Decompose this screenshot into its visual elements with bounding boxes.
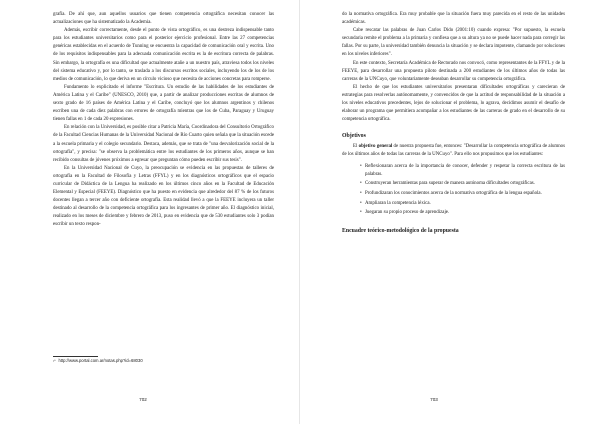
paragraph: En la Universidad Nacional de Cuyo, la preocupación se evidencia en las propuestas de talleres de ortografía en la Facultad de Filosofía y Letras (FFYL) y en los diagnósticos ortográficos que el espacio curricular de Didáctica de la Lengua ha realizado en los últimos cinco años en la Facultad de Educación Elemental y Especial (FEEYE). Diagnóstico que ha puesto en evidencia que alrededor del 87 % de los futuros docentes llegan a tercer año con deficiente ortografía. Esta realidad llevó a que la FEEYE incluyera un taller destinado al desarrollo de la competencia ortográfica para los ingresantes de primer año. El diagnóstico inicial, realizado en los meses de diciembre y febrero de 2013, puso en evidencia que de 530 estudiantes solo 3 podían escribir un texto respon-	[53, 165, 274, 228]
list-item	[342, 163, 565, 179]
page-number-left: 702	[139, 397, 147, 402]
list-item	[342, 200, 565, 208]
bullet-icon: •	[360, 200, 362, 206]
paragraph: grafía. De ahí que, aun aquellos usuarios que tienen competencia ortográfica necesitan conocer las actualizaciones que ha sistematizado la Academia.	[53, 12, 274, 26]
section-heading-encuadre: Encuadre teórico-metodológico de la propuesta	[342, 228, 459, 235]
bullet-icon: •	[360, 210, 362, 216]
bullet-icon: •	[360, 191, 362, 197]
list-item-text: Reflexionaran acerca de la importancia de conocer, defender y respetar la correcta escritura de las palabras.	[365, 163, 565, 177]
footnote-divider	[53, 356, 98, 357]
list-item-text: Construyeran herramientas para superar de manera autónoma dificultades ortográficas.	[365, 181, 535, 187]
list-item-text: Ampliaran la competencia léxica.	[365, 200, 431, 206]
paragraph: Cabe rescatar las palabras de Juan Carlos Dido (2001:10) cuando expresa: "Por supuesto, la escuela secundaria remite el problema a la primaria y confiesa que a su altura ya no se puede hacer nada para corregir las fallas. Por su parte, la universidad también denuncia la situación y se declara impotente, clamando por soluciones en los niveles inferiores".	[342, 28, 565, 58]
list-item-text: Juegaran su propio proceso de aprendizaje.	[365, 210, 450, 216]
bullet-icon: •	[360, 163, 362, 169]
right-page	[300, 0, 600, 424]
intro-text: de nuestra propuesta fue, entonces: "Desarrollar la competencia ortográfica de alumnos de los últimos años de todas las carreras de la UNCuyo". Para ello nos propusimos que los estudiantes:	[342, 143, 566, 157]
list-item	[342, 190, 565, 198]
section-heading-objetivos: Objetivos	[342, 133, 366, 140]
right-text-column	[342, 11, 565, 238]
list-item	[342, 180, 565, 188]
footnote-mark: ¹⁰	[53, 359, 56, 363]
objetivos-intro	[342, 143, 565, 159]
intro-text: El	[353, 143, 359, 149]
paragraph: do la normativa ortográfica. Era muy probable que la situación fuera muy parecida en el resto de las unidades académicas.	[342, 12, 565, 26]
footnote-link[interactable]: http://www.portal.com.ar/notas.php?id=68030	[58, 358, 143, 363]
objetivo-general-bold: objetivo general	[358, 143, 393, 149]
paragraph: En relación con la Universidad, es posible citar a Patricia María, Coordinadora del Consultorio Ortográfico de la Facultad Ciencias Humanas de la Universidad Nacional de Río Cuarto quien señala que la situación escede a la escuela primaria y el colegio secundario. Destaca, además, que se trata de "una desvalorización social de la ortografía", y precisa: "se observa la problemática entre los estudiantes de los primeros años, aunque se han recibido consultas de jóvenes próximos a egresar que preguntan cómo pueden escribir sus tesis".	[53, 125, 274, 163]
footnote	[53, 358, 274, 364]
paragraph: Además, escribir correctamente, desde el punto de vista ortográfico, es una destreza indispensable tanto para los estudiantes universitarios como para el posterior ejercicio profesional. Entre las 27 competencias genéricas establecidas en el acuerdo de Tunning se encuentra la capacidad de comunicación oral y escrita. Uno de los requisitos indispensables para la adecuada comunicación escrita es la de escritura correcta de palabras. Sin embargo, la ortografía es una dificultad que actualmente atañe a un nuestro país, atraviesa todos los niveles del sistema educativo y, por lo tanto, se traslada a los discursos escritos sociales, incluyendo los de los de los medios de comunicación, lo que deriva en un círculo vicioso que necesita de acciones concretas para romperse.	[53, 28, 274, 82]
left-text-column	[53, 11, 274, 230]
paragraph: El hecho de que los estudiantes universitarios presentaran dificultades ortográficas y carecieran de estrategias para resolverlas autónomamente, y convencidos de que la actitud de responsabilidad de la situación a los niveles educativos precedentes, lejos de solucionar el problema, lo agrava, decidimos asumir el desafío de elaborar un programa que permitiera acompañar a los estudiantes de las carreras de grado en el desarrollo de su competencia ortográfica.	[342, 84, 565, 123]
paragraph: Fundamento lo explicitado el informe "Escritura. Un estudio de las habilidades de los estudiantes de América Latina y el Caribe" (UNESCO, 2010) que, a partir de analizar producciones escritas de alumnos de sexto grado de 16 países de América Latina y el Caribe, concluyó que los alumnos argentinos y chilenos escriben una de cada diez palabras con errores de ortografía mientras que los de Cuba, Paraguay y Uruguay tienen fallas en 1 de cada 20 expresiones.	[53, 84, 274, 123]
page-number-right: 703	[430, 397, 438, 402]
objectives-list	[342, 163, 565, 218]
list-item-text: Profundizaran los conocimientos acerca de la normativa ortográfica de la lengua española.	[365, 191, 542, 197]
paragraph: En este contexto, Secretaría Académica de Rectorado nos convocó, como representantes de la FFYL y de la FEEYE, para desarrollar una propuesta piloto destinada a 200 estudiantes de los últimos años de todas las carreras de la UNCuyo, que voluntariamente deseaban desarrollar su competencia ortográfica.	[342, 60, 565, 82]
list-item	[342, 209, 565, 217]
bullet-icon: •	[360, 181, 362, 187]
